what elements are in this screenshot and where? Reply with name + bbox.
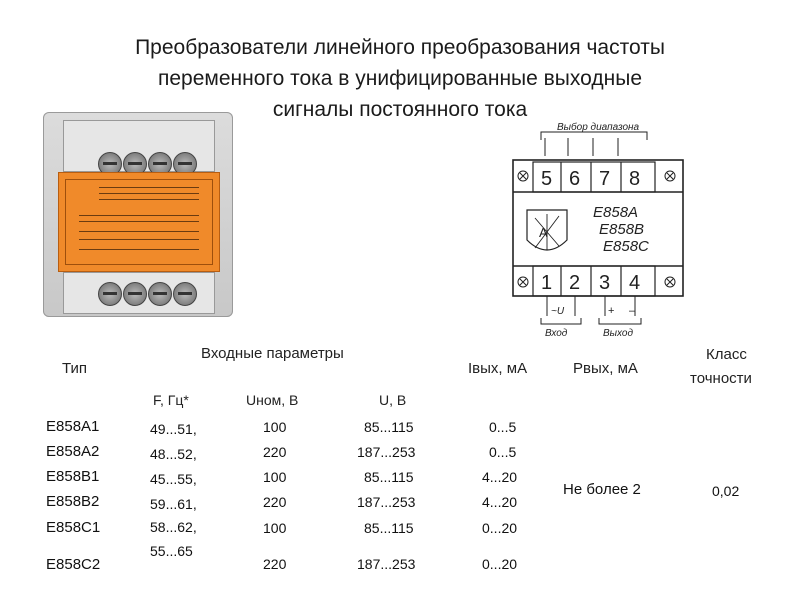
table-cell-u: 85...115 xyxy=(364,419,414,435)
device-label-plate xyxy=(58,172,220,272)
table-cell-i-out: 0...20 xyxy=(482,556,518,572)
frequency-range: 49...51, xyxy=(150,421,197,437)
header-accuracy-line1: Класс xyxy=(706,346,747,363)
table-cell-u-nom: 220 xyxy=(263,444,287,460)
frequency-range: 55...65 xyxy=(150,543,193,559)
input-symbol: ~U xyxy=(551,306,565,317)
device-photo xyxy=(43,112,233,317)
title-line-2: переменного тока в унифицированные выходные xyxy=(157,67,643,90)
table-cell-u-nom: 100 xyxy=(263,419,287,435)
table-cell-type: Е858А1 xyxy=(46,418,100,435)
table-cell-type: Е858В1 xyxy=(46,468,100,485)
table-cell-i-out: 0...5 xyxy=(489,419,517,435)
header-type: Тип xyxy=(62,360,88,377)
table-cell-type: Е858В2 xyxy=(46,493,100,510)
table-cell-i-out: 0...20 xyxy=(482,520,518,536)
table-cell-i-out: 4...20 xyxy=(482,469,518,485)
table-cell-type: Е858А2 xyxy=(46,443,100,460)
screw-icon xyxy=(148,282,172,306)
p-out-value: Не более 2 xyxy=(563,481,641,498)
mount-screw-icon xyxy=(518,277,528,287)
frequency-range: 58...62, xyxy=(150,519,197,535)
table-cell-u-nom: 220 xyxy=(263,494,287,510)
frequency-range: 48...52, xyxy=(150,446,197,462)
model-label-b: Е858В xyxy=(599,221,645,238)
wiring-schematic xyxy=(505,110,695,342)
table-cell-u: 85...115 xyxy=(364,520,414,536)
accuracy-class-value: 0,02 xyxy=(712,483,740,499)
screw-icon xyxy=(123,282,147,306)
header-accuracy-line2: точности xyxy=(690,370,752,387)
table-cell-u-nom: 100 xyxy=(263,469,287,485)
mount-screw-icon xyxy=(665,277,675,287)
header-u: U, В xyxy=(379,392,407,408)
screw-icon xyxy=(173,282,197,306)
table-cell-u-nom: 100 xyxy=(263,520,287,536)
manufacturer-emblem-icon xyxy=(527,210,567,250)
table-cell-type: Е858С2 xyxy=(46,556,101,573)
terminal-7: 7 xyxy=(599,168,611,190)
range-select-label: Выбор диапазона xyxy=(557,122,640,133)
header-frequency: F, Гц* xyxy=(153,392,189,408)
table-cell-u: 85...115 xyxy=(364,469,414,485)
header-input-params: Входные параметры xyxy=(201,345,344,362)
header-p-out: Рвых, мА xyxy=(573,360,638,377)
table-cell-i-out: 4...20 xyxy=(482,494,518,510)
output-plus: + xyxy=(608,305,615,317)
table-cell-u: 187...253 xyxy=(357,444,416,460)
output-minus: – xyxy=(629,305,636,317)
svg-text:A: A xyxy=(539,225,548,240)
terminal-2: 2 xyxy=(569,272,581,294)
terminal-3: 3 xyxy=(599,272,611,294)
model-label-c: Е858С xyxy=(603,238,649,255)
title-line-3: сигналы постоянного тока xyxy=(272,98,528,121)
input-label: Вход xyxy=(545,328,568,339)
table-cell-u-nom: 220 xyxy=(263,556,287,572)
frequency-range: 45...55, xyxy=(150,471,197,487)
output-label: Выход xyxy=(603,328,634,339)
header-u-nom: Uном, В xyxy=(246,392,299,408)
mount-screw-icon xyxy=(665,171,675,181)
terminal-1: 1 xyxy=(541,272,553,294)
terminal-5: 5 xyxy=(541,168,553,190)
table-cell-i-out: 0...5 xyxy=(489,444,517,460)
model-label-a: Е858А xyxy=(593,204,639,221)
terminal-8: 8 xyxy=(629,168,641,190)
screw-icon xyxy=(98,282,122,306)
terminal-6: 6 xyxy=(569,168,581,190)
terminal-4: 4 xyxy=(629,272,641,294)
table-cell-type: Е858С1 xyxy=(46,519,101,536)
header-i-out: Iвых, мА xyxy=(468,360,528,377)
mount-screw-icon xyxy=(518,171,528,181)
frequency-range: 59...61, xyxy=(150,496,197,512)
table-cell-u: 187...253 xyxy=(357,494,416,510)
title-line-1: Преобразователи линейного преобразования частоты xyxy=(135,36,665,59)
table-cell-u: 187...253 xyxy=(357,556,416,572)
